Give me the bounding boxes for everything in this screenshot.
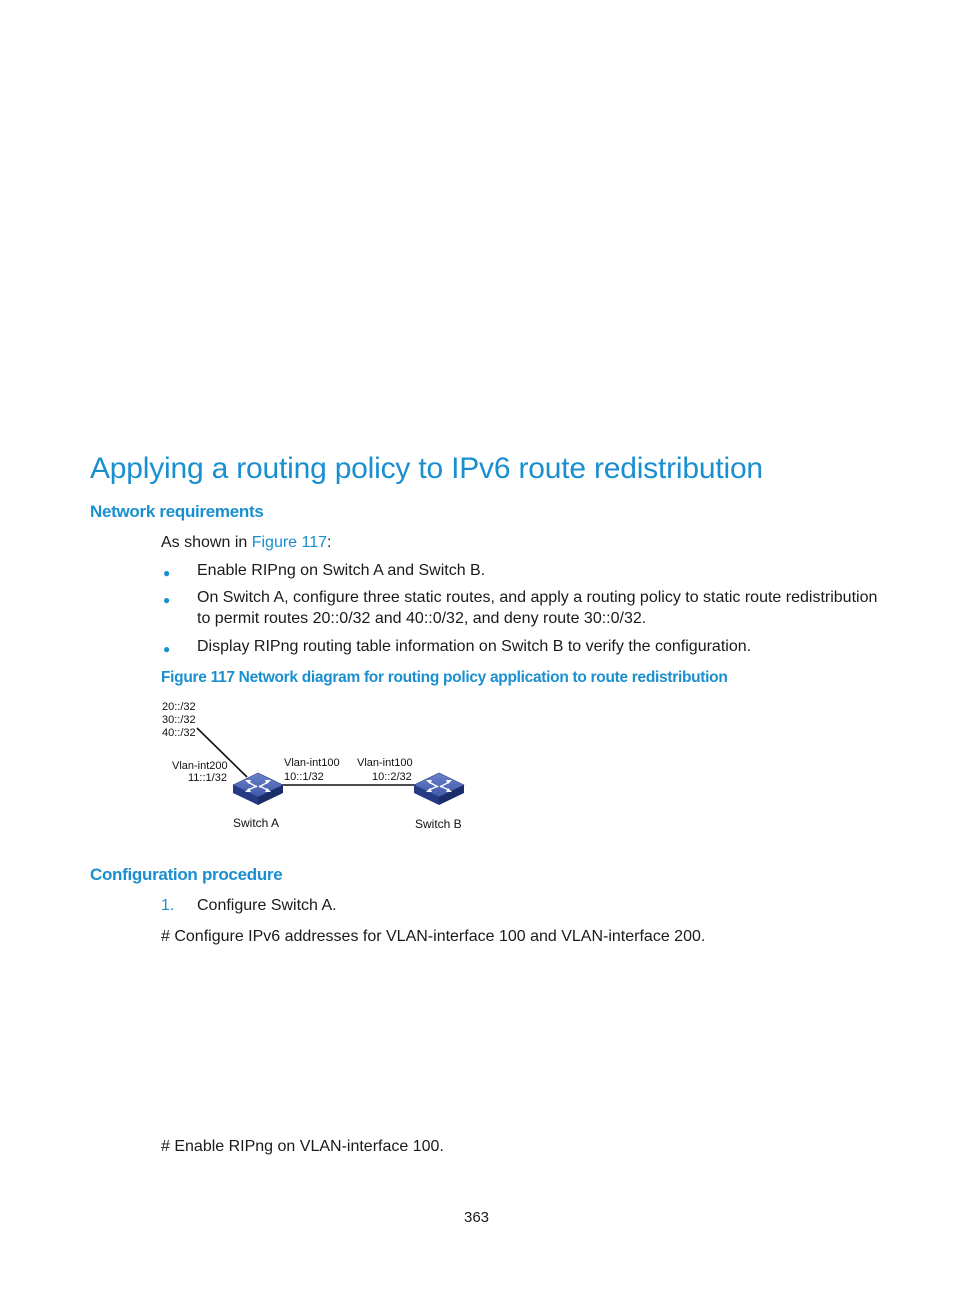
step-text: Configure Switch A. <box>197 897 337 914</box>
figure-link[interactable]: Figure 117 <box>251 534 328 551</box>
config-comment: # Enable RIPng on VLAN-interface 100. <box>161 1138 444 1155</box>
step-number: 1. <box>161 897 175 914</box>
page-heading: Applying a routing policy to IPv6 route redistribution <box>90 452 763 485</box>
intro-suffix: : <box>327 534 332 551</box>
bullet-item: Enable RIPng on Switch A and Switch B. <box>197 562 486 579</box>
intro-paragraph <box>161 534 331 552</box>
switch-a-vlan200-name: Vlan-int200 <box>172 760 228 772</box>
bullet-icon: ● <box>163 593 171 607</box>
switch-b-label: Switch B <box>415 817 462 831</box>
figure-caption: Figure 117 Network diagram for routing policy application to route redistribution <box>161 669 728 686</box>
switch-a-vlan100-name: Vlan-int100 <box>284 757 340 769</box>
bullet-item: On Switch A, configure three static routes, and apply a routing policy to static route redistribution <box>197 589 878 606</box>
section-title-configuration-procedure: Configuration procedure <box>90 865 283 884</box>
switch-b-vlan100-address: 10::2/32 <box>372 771 412 783</box>
bullet-item: Display RIPng routing table information on Switch B to verify the configuration. <box>197 638 752 655</box>
switch-a-label: Switch A <box>233 816 280 830</box>
config-comment: # Configure IPv6 addresses for VLAN-interface 100 and VLAN-interface 200. <box>161 928 706 945</box>
switch-a-icon <box>233 773 283 805</box>
page-number: 363 <box>464 1209 490 1226</box>
route-label: 40::/32 <box>162 727 196 739</box>
switch-a-vlan200-address: 11::1/32 <box>188 772 227 784</box>
switch-b-icon <box>414 773 464 805</box>
bullet-item-continuation: to permit routes 20::0/32 and 40::0/32, and deny route 30::0/32. <box>197 610 647 627</box>
switch-a-vlan100-address: 10::1/32 <box>284 771 324 783</box>
intro-prefix: As shown in <box>161 534 252 551</box>
bullet-icon: ● <box>163 566 171 580</box>
network-diagram <box>150 695 490 840</box>
route-label: 30::/32 <box>162 714 196 726</box>
route-label: 20::/32 <box>162 701 196 713</box>
bullet-icon: ● <box>163 642 171 656</box>
section-title-network-requirements: Network requirements <box>90 502 264 521</box>
switch-b-vlan100-name: Vlan-int100 <box>357 757 413 769</box>
